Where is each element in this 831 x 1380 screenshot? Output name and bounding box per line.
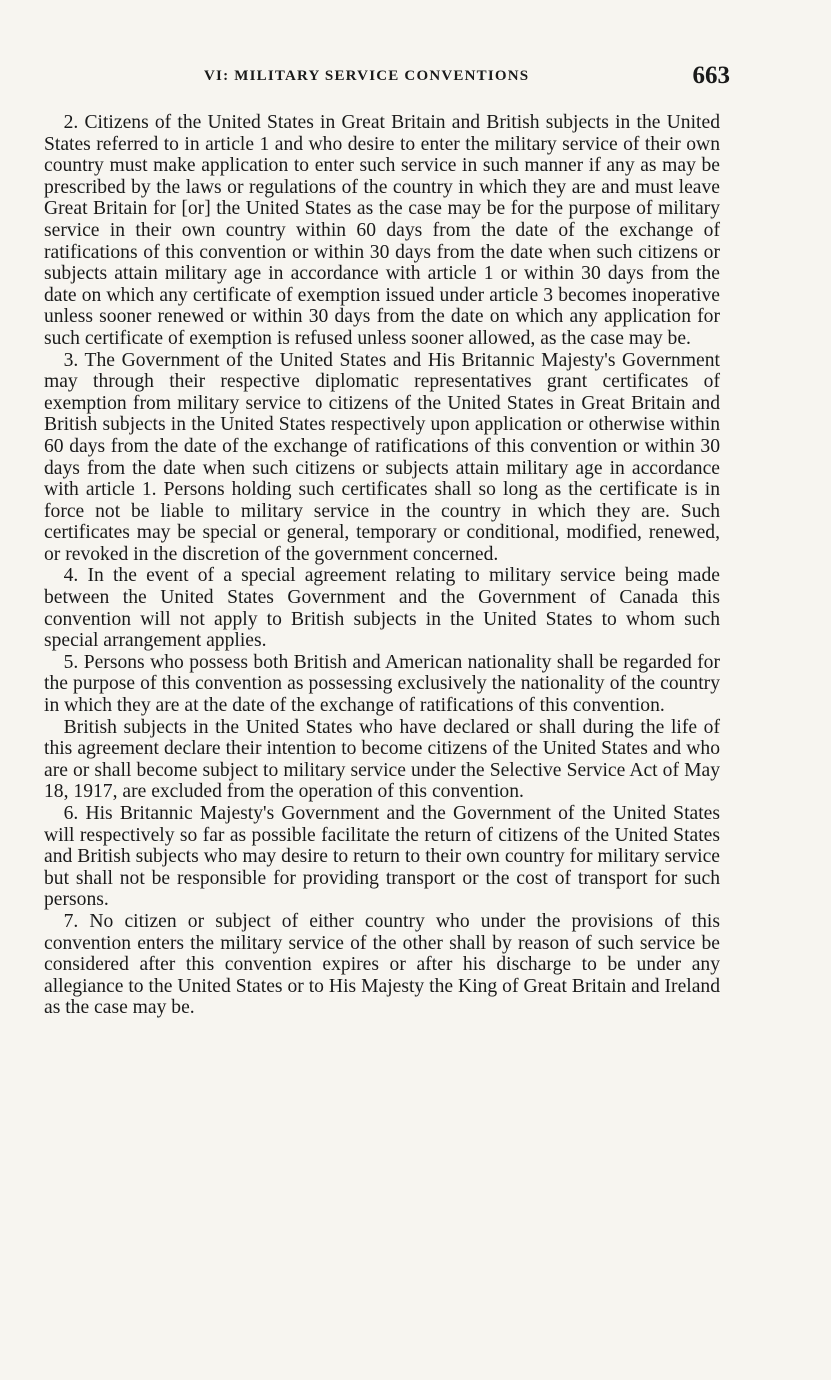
section-title: VI: MILITARY SERVICE CONVENTIONS [204,68,530,84]
paragraph-article-5-continued: British subjects in the United States who have declared or shall during the life of this agreement declare their intention to become citizens of the United States and who are or shall become subject to military service under the Selective Service Act of May 18, 1917, are excluded from the operation of this convention. [44,716,720,803]
running-head [44,64,730,94]
body-text [44,112,720,1019]
paragraph-article-5: 5. Persons who possess both British and American nationality shall be regarded for the purpose of this convention as possessing exclusively the nationality of the country in which they are at the date of the exchange of ratifications of this convention. [44,651,720,717]
page-number: 663 [692,62,730,89]
paragraph-article-7: 7. No citizen or subject of either country who under the provisions of this convention enters the military service of the other shall by reason of such service be considered after this convention expires or after his discharge to be under any allegiance to the United States or to His Majesty the King of Great Britain and Ireland as the case may be. [44,910,720,1019]
paragraph-article-2: 2. Citizens of the United States in Great Britain and British subjects in the United States referred to in article 1 and who desire to enter the military service of their own country must make application to enter such service in such manner if any as may be prescribed by the laws or regulations of the country in which they are and must leave Great Britain for [or] the United States as the case may be for the purpose of military service in their own country within 60 days from the date of the exchange of ratifications of this convention or within 30 days from the date when such citizens or subjects attain military age in accordance with article 1 or within 30 days from the date on which any certificate of exemption issued under article 3 becomes inoperative unless sooner renewed or within 30 days from the date on which any application for such certificate of exemption is refused unless sooner allowed, as the case may be. [44,112,720,349]
paragraph-article-4: 4. In the event of a special agreement relating to military service being made between the United States Government and the Government of Canada this convention will not apply to British subjects in the United States to whom such special arrangement applies. [44,565,720,652]
paragraph-article-3: 3. The Government of the United States and His Britannic Majesty's Government may through their respective diplomatic representatives grant certificates of exemption from military service to citizens of the United States in Great Britain and British subjects in the United States respectively upon application or otherwise within 60 days from the date of the exchange of ratifications of this convention or within 30 days from the date when such citizens or subjects attain military age in accordance with article 1. Persons holding such certificates shall so long as the certificate is in force not be liable to military service in the country in which they are. Such certificates may be special or general, temporary or conditional, modified, renewed, or revoked in the discretion of the government concerned. [44,349,720,565]
paragraph-article-6: 6. His Britannic Majesty's Government and the Government of the United States will respectively so far as possible facilitate the return of citizens of the United States and British subjects who may desire to return to their own country for military service but shall not be responsible for providing transport or the cost of transport for such persons. [44,803,720,911]
